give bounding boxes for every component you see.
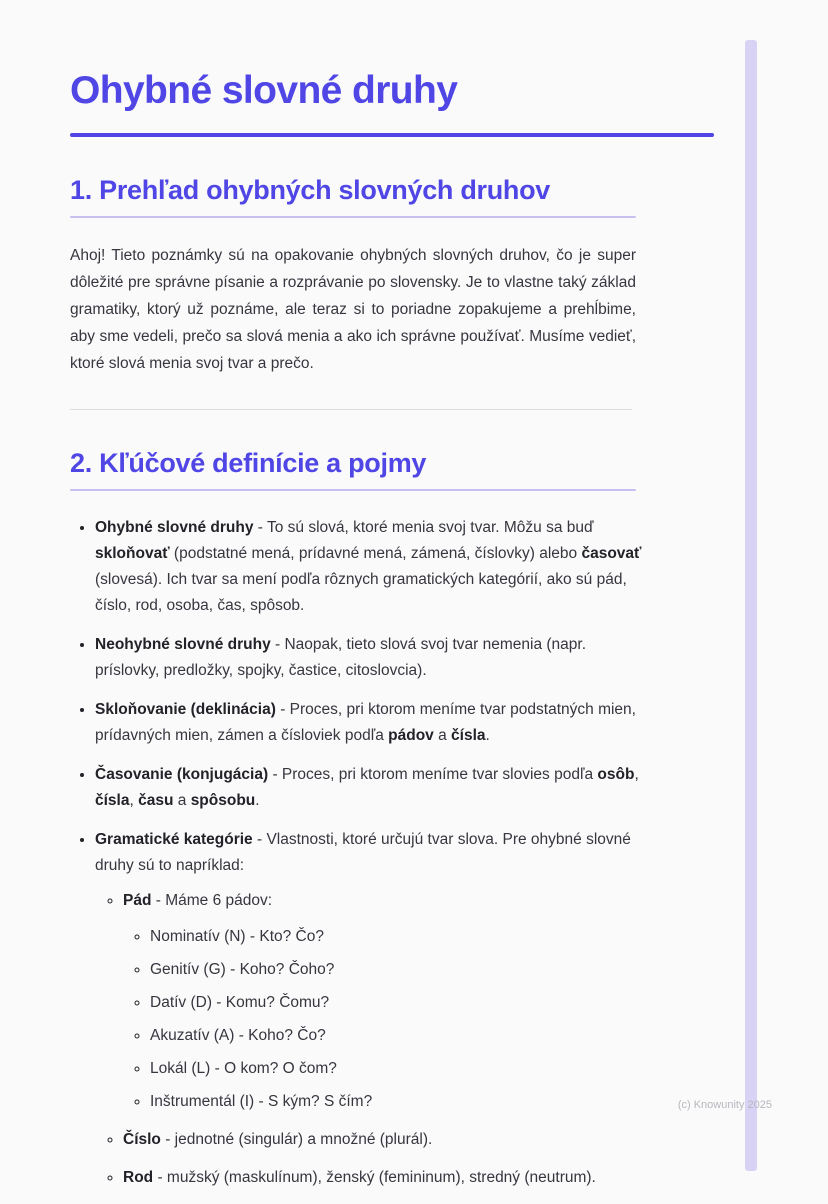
list-item-text	[150, 1027, 326, 1044]
term: čísla	[451, 726, 486, 744]
list-item	[95, 827, 648, 1191]
text-segment: Inštrumentál (I) - S kým? S čím?	[150, 1092, 373, 1110]
text-segment: - Proces, pri ktorom meníme tvar slovies podľa	[268, 765, 598, 783]
list-item	[150, 990, 648, 1016]
text-segment: - Máme 6 pádov:	[151, 891, 273, 909]
text-segment: Nominatív (N) - Kto? Čo?	[150, 927, 324, 945]
term: spôsobu	[190, 791, 256, 809]
term: Neohybné slovné druhy	[95, 635, 271, 653]
list-item	[150, 1023, 648, 1049]
term: čísla	[95, 791, 130, 809]
list-item-text	[95, 519, 641, 614]
list-item-text	[123, 892, 272, 909]
list-item	[150, 1089, 648, 1115]
text-segment: - jednotné (singulár) a množné (plurál).	[160, 1130, 433, 1148]
text-segment: Akuzatív (A) - Koho? Čo?	[150, 1026, 326, 1044]
list-item-text	[95, 701, 636, 744]
list-item-text	[150, 928, 324, 945]
document-title: Ohybné slovné druhy	[70, 69, 458, 112]
list-item	[150, 957, 648, 983]
text-segment: - To sú slová, ktoré menia svoj tvar. Môžu sa buď	[253, 518, 594, 536]
definitions-list	[70, 515, 648, 1191]
section-1-heading: 1. Prehľad ohybných slovných druhov	[70, 174, 551, 205]
section-1-heading-rule	[70, 216, 636, 218]
text-segment: (podstatné mená, prídavné mená, zámená, číslovky) alebo	[169, 544, 582, 562]
definition-list-depth-1	[95, 888, 648, 1191]
text-segment: Lokál (L) - O kom? O čom?	[150, 1059, 337, 1077]
text-segment: ,	[634, 765, 639, 783]
list-item-text	[95, 766, 639, 809]
text-segment: - mužský (maskulínum), ženský (femininum), stredný (neutrum).	[153, 1168, 596, 1186]
section-divider	[70, 409, 632, 410]
definition-list-depth-2	[123, 924, 648, 1115]
term: Skloňovanie (deklinácia)	[95, 700, 276, 718]
list-item-text	[150, 1060, 337, 1077]
text-segment: Datív (D) - Komu? Čomu?	[150, 993, 330, 1011]
list-item	[95, 515, 648, 619]
term: skloňovať	[95, 544, 170, 562]
term: osôb	[597, 765, 635, 783]
text-segment: (slovesá). Ich tvar sa mení podľa rôznych gramatických kategórií, ako sú pád, číslo, rod, osoba, čas, spôsob.	[95, 570, 627, 614]
text-segment: a	[433, 726, 452, 744]
list-item-text	[150, 994, 329, 1011]
term: pádov	[388, 726, 434, 744]
term: Gramatické kategórie	[95, 830, 253, 848]
list-item	[123, 1165, 648, 1191]
term: Rod	[123, 1168, 154, 1186]
list-item	[95, 632, 648, 684]
term: času	[138, 791, 174, 809]
list-item-text	[95, 636, 586, 679]
list-item-text	[150, 961, 334, 978]
document-content	[70, 0, 716, 1204]
text-segment: Genitív (G) - Koho? Čoho?	[150, 960, 335, 978]
text-segment: ,	[129, 791, 139, 809]
text-segment: .	[485, 726, 490, 744]
copyright: (c) Knowunity 2025	[677, 1099, 772, 1111]
section-2-heading-rule	[70, 489, 636, 491]
term: Ohybné slovné druhy	[95, 518, 254, 536]
term: Pád	[123, 891, 152, 909]
section-overview	[70, 175, 716, 377]
term: Číslo	[123, 1130, 161, 1148]
intro-paragraph: Ahoj! Tieto poznámky sú na opakovanie ohybných slovných druhov, čo je super dôležité pre správne písanie a rozprávanie po slovensky. Je to vlastne taký základ gramatiky, ktorý už poznáme, ale teraz si to poriadne zopakujeme a prehĺbime, aby sme vedeli, prečo sa slová menia a ako ich správne používať. Musíme vedieť, ktoré slová menia svoj tvar a prečo.	[70, 246, 636, 372]
section-2-heading: 2. Kľúčové definície a pojmy	[70, 447, 427, 478]
term: Časovanie (konjugácia)	[95, 765, 269, 783]
list-item	[150, 1056, 648, 1082]
list-item	[95, 697, 648, 749]
list-item-text	[150, 1093, 372, 1110]
list-item-text	[123, 1131, 432, 1148]
text-segment: .	[255, 791, 260, 809]
list-item-text	[123, 1169, 596, 1186]
list-item	[150, 924, 648, 950]
section-definitions	[70, 448, 716, 1191]
definition-list-depth-0	[70, 515, 648, 1191]
term: časovať	[581, 544, 642, 562]
list-item-text	[95, 831, 631, 874]
text-segment: - Naopak, tieto slová svoj tvar nemenia (napr. príslovky, predložky, spojky, častice, citoslovcia).	[95, 635, 587, 679]
side-accent-stripe	[745, 40, 757, 1171]
text-segment: a	[173, 791, 191, 809]
list-item	[123, 888, 648, 1115]
text-segment: - Proces, pri ktorom meníme tvar podstatných mien, prídavných mien, zámen a čísloviek podľa	[95, 700, 636, 744]
title-rule	[70, 133, 714, 137]
list-item	[95, 762, 648, 814]
list-item	[123, 1127, 648, 1153]
text-segment: - Vlastnosti, ktoré určujú tvar slova. Pre ohybné slovné druhy sú to napríklad:	[95, 830, 631, 874]
